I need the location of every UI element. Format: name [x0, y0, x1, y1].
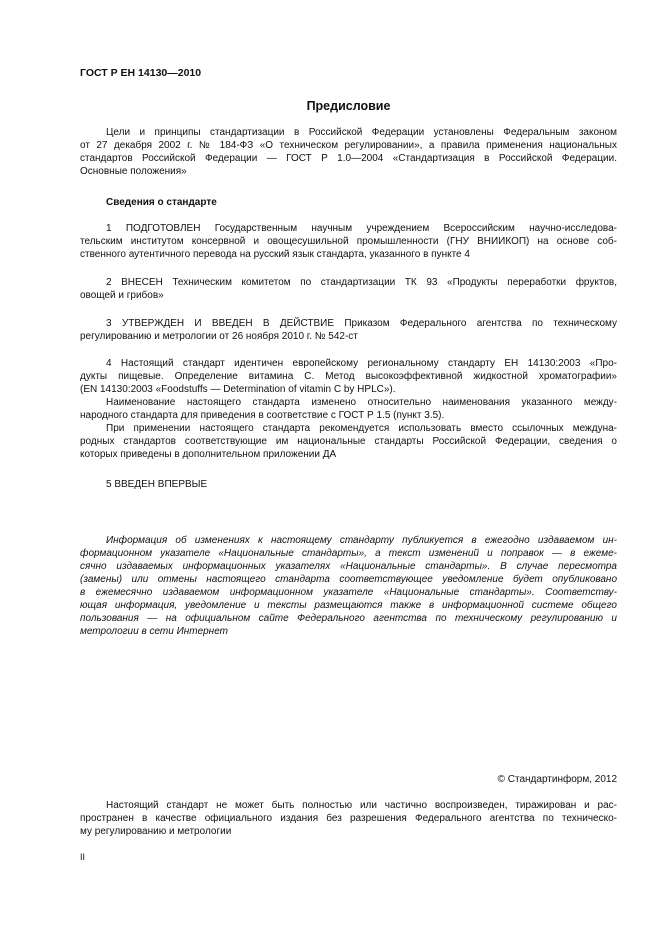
- item-4-refs-line: При применении настоящего стандарта рекомендуется использовать вместо ссылочных междуна-: [106, 423, 617, 434]
- info-line: (замены) или отмены настоящего стандарта соответствующее уведомление будет опубликовано: [80, 574, 617, 585]
- amendments-info-paragraph: [80, 534, 617, 638]
- info-line: в ежемесячно издаваемом информационном указателе «Национальные стандарты». Соответству-: [80, 587, 617, 598]
- reproduction-line: пространен в качестве официального издания без разрешения Федерального агентства по техническо-: [80, 813, 617, 824]
- item-1-line: 1 ПОДГОТОВЛЕН Государственным научным учреждением Всероссийским научно-исследова-: [106, 223, 617, 234]
- item-4-name-line: народного стандарта для приведения в соответствие с ГОСТ Р 1.5 (пункт 3.5).: [80, 410, 445, 421]
- intro-line: стандартов Российской Федерации — ГОСТ Р 1.0—2004 «Стандартизация в Российской Федерации.: [80, 153, 617, 164]
- section-heading: Сведения о стандарте: [106, 197, 217, 208]
- item-4-name-line: Наименование настоящего стандарта изменено относительно наименования указанного между-: [106, 397, 617, 408]
- preface-title: Предисловие: [306, 99, 391, 113]
- info-line: сячно издаваемых информационных указателях «Национальные стандарты». В случае пересмотра: [80, 561, 617, 572]
- info-line: Информация об изменениях к настоящему стандарту публикуется в ежегодно издаваемом ин-: [106, 535, 617, 546]
- item-3-line: регулированию и метрологии от 26 ноября 2010 г. № 542-ст: [80, 331, 358, 342]
- item-3-paragraph: [80, 317, 617, 343]
- intro-paragraph: [80, 126, 617, 178]
- info-line: ющая информация, уведомление и тексты размещаются также в информационной системе общего: [80, 600, 617, 611]
- item-1-line: тельским институтом консервной и овощесушильной промышленности (ГНУ ВНИИКОП) на основе соб-: [80, 236, 617, 247]
- info-line: метрологии в сети Интернет: [80, 626, 228, 637]
- item-2-line: 2 ВНЕСЕН Техническим комитетом по стандартизации ТК 93 «Продукты переработки фруктов,: [106, 277, 617, 288]
- item-4-refs-line: родных стандартов соответствующие им национальные стандарты Российской Федерации, сведения о: [80, 436, 617, 447]
- item-5-paragraph: 5 ВВЕДЕН ВПЕРВЫЕ: [106, 479, 208, 490]
- reproduction-notice: [80, 799, 617, 838]
- reproduction-line: му регулированию и метрологии: [80, 826, 232, 837]
- copyright-notice: © Стандартинформ, 2012: [497, 774, 617, 785]
- intro-line: от 27 декабря 2002 г. № 184-ФЗ «О техническом регулировании», а правила применения национальных: [80, 140, 617, 151]
- item-2-line: овощей и грибов»: [80, 290, 164, 301]
- page-number: II: [80, 852, 86, 862]
- item-3-line: 3 УТВЕРЖДЕН И ВВЕДЕН В ДЕЙСТВИЕ Приказом Федерального агентства по техническому: [106, 318, 617, 329]
- item-4-refs-line: которых приведены в дополнительном приложении ДА: [80, 449, 337, 460]
- item-1-line: ственного аутентичного перевода на русский язык стандарта, указанного в пункте 4: [80, 249, 470, 260]
- item-2-paragraph: [80, 276, 617, 302]
- reproduction-line: Настоящий стандарт не может быть полностью или частично воспроизведен, тиражирован и рас-: [106, 800, 617, 811]
- intro-line: Цели и принципы стандартизации в Российской Федерации установлены Федеральным законом: [106, 127, 617, 138]
- item-4-line: дукты пищевые. Определение витамина С. Метод высокоэффективной жидкостной хроматографии»: [80, 371, 617, 382]
- info-line: пользования — на официальном сайте Федерального агентства по техническому регулированию и: [80, 613, 617, 624]
- item-4-line: (EN 14130:2003 «Foodstuffs — Determination of vitamin С by HPLC»).: [80, 384, 396, 395]
- intro-line: Основные положения»: [80, 166, 187, 177]
- item-1-paragraph: [80, 222, 617, 261]
- item-4-paragraph: [80, 357, 617, 461]
- info-line: формационном указателе «Национальные стандарты», а текст изменений и поправок — в ежеме-: [80, 548, 617, 559]
- document-code-header: ГОСТ Р ЕН 14130—2010: [80, 67, 202, 79]
- item-4-line: 4 Настоящий стандарт идентичен европейскому региональному стандарту ЕН 14130:2003 «Про-: [106, 358, 617, 369]
